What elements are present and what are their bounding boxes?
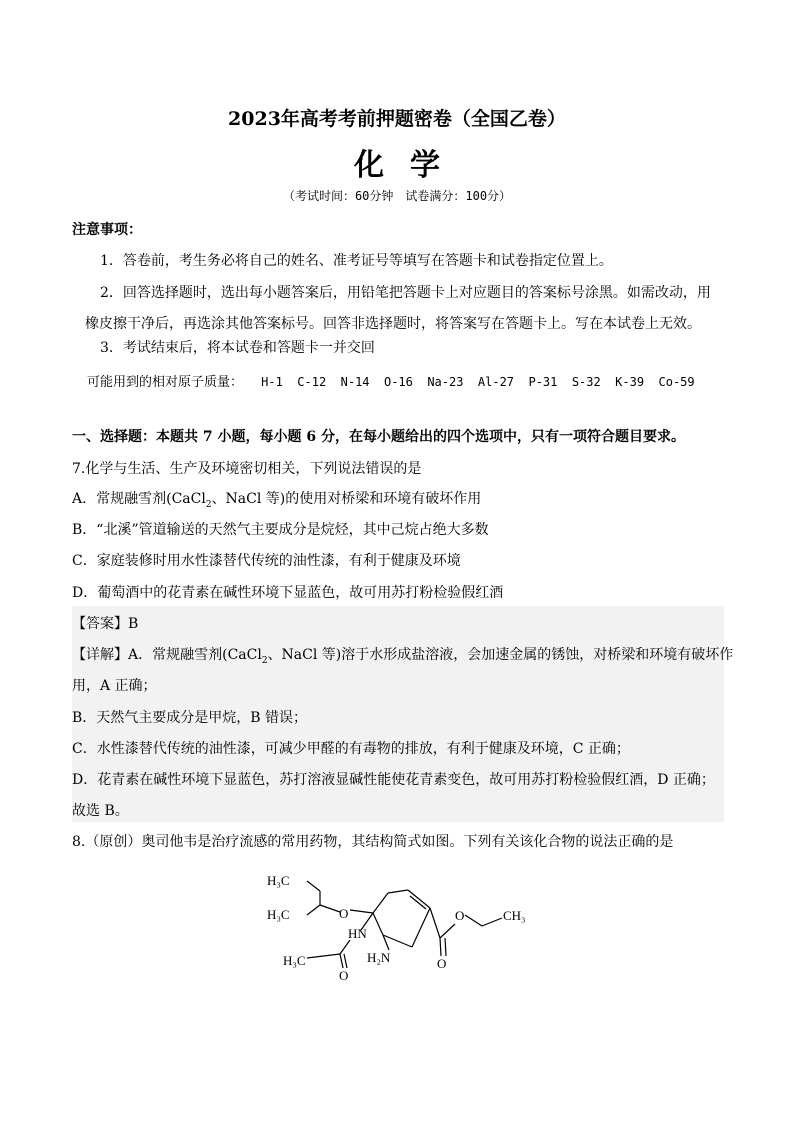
atomic-masses-label: 可能用到的相对原子质量： (87, 375, 244, 390)
detail-conclusion: 故选 B。 (72, 803, 129, 819)
atomic-masses-values: H-1 C-12 N-14 O-16 Na-23 Al-27 P-31 S-32 K-39 Co-59 (261, 375, 695, 389)
question-7-option-b: B．“北溪”管道输送的天然气主要成分是烷烃，其中己烷占绝大多数 (72, 522, 489, 538)
question-7-stem: 7.化学与生活、生产及环境密切相关，下列说法错误的是 (72, 461, 422, 477)
oseltamivir-structure (250, 860, 550, 990)
label-ch3: CH₃ (503, 908, 526, 923)
answer-label: 【答案】B (72, 616, 139, 632)
label-o-acetyl: O (339, 968, 349, 983)
label-h3c-top: H₃C (267, 873, 290, 888)
label-h3c-mid: H₃C (267, 907, 290, 922)
exam-title: 2023年高考考前押题密卷（全国乙卷） (228, 108, 566, 130)
detail-b: B．天然气主要成分是甲烷，B 错误； (72, 710, 308, 726)
question-7-option-d: D．葡萄酒中的花青素在碱性环境下显蓝色，故可用苏打粉检验假红酒 (72, 585, 504, 601)
note-item-2: 2．回答选择题时，选出每小题答案后，用铅笔把答题卡上对应题目的答案标号涂黑。如需改动，用 (100, 285, 711, 301)
detail-d: D．花青素在碱性环境下显蓝色，苏打溶液显碱性能使花青素变色，故可用苏打粉检验假红酒，D 正确； (72, 772, 715, 788)
note-item-1: 1．答卷前，考生务必将自己的姓名、准考证号等填写在答题卡和试卷指定位置上。 (100, 253, 613, 269)
section-heading: 一、选择题：本题共 7 小题，每小题 6 分，在每小题给出的四个选项中，只有一项符合题目要求。 (72, 429, 685, 445)
question-7-option-c: C．家庭装修时用水性漆替代传统的油性漆，有利于健康及环境 (72, 553, 461, 569)
label-hn: HN (348, 926, 367, 941)
detail-a-continued: 用，A 正确； (72, 678, 157, 694)
detail-c: C．水性漆替代传统的油性漆，可减少甲醛的有毒物的排放，有利于健康及环境，C 正确； (72, 741, 630, 757)
subject-title: 化学 (354, 148, 466, 183)
note-item-2-continued: 橡皮擦干净后，再选涂其他答案标号。回答非选择题时，将答案写在答题卡上。写在本试卷上无效。 (85, 316, 701, 332)
label-h3c-acetyl: H₃C (283, 953, 306, 968)
time-info: （考试时间：60分钟 试卷满分：100分） (282, 189, 512, 203)
question-7-option-a: A．常规融雪剂(CaCl$_2$、NaCl 等)的使用对桥梁和环境有破坏作用 (72, 491, 482, 510)
question-8-stem: 8.（原创）奥司他韦是治疗流感的常用药物，其结构简式如图。下列有关该化合物的说法正确的是 (72, 834, 674, 850)
label-h2n: H₂N (367, 950, 391, 965)
atomic-masses (87, 371, 695, 390)
notes-heading: 注意事项： (72, 222, 142, 238)
label-o-carbonyl: O (437, 956, 447, 971)
label-o-ether: O (339, 906, 349, 921)
detail-a: 【详解】A．常规融雪剂(CaCl$_2$、NaCl 等)溶于水形成盐溶液，会加速金属的锈蚀，对桥梁和环境有破坏作 (72, 647, 734, 666)
label-o-ester: O (455, 908, 465, 923)
note-item-3: 3．考试结束后，将本试卷和答题卡一并交回 (100, 340, 375, 356)
